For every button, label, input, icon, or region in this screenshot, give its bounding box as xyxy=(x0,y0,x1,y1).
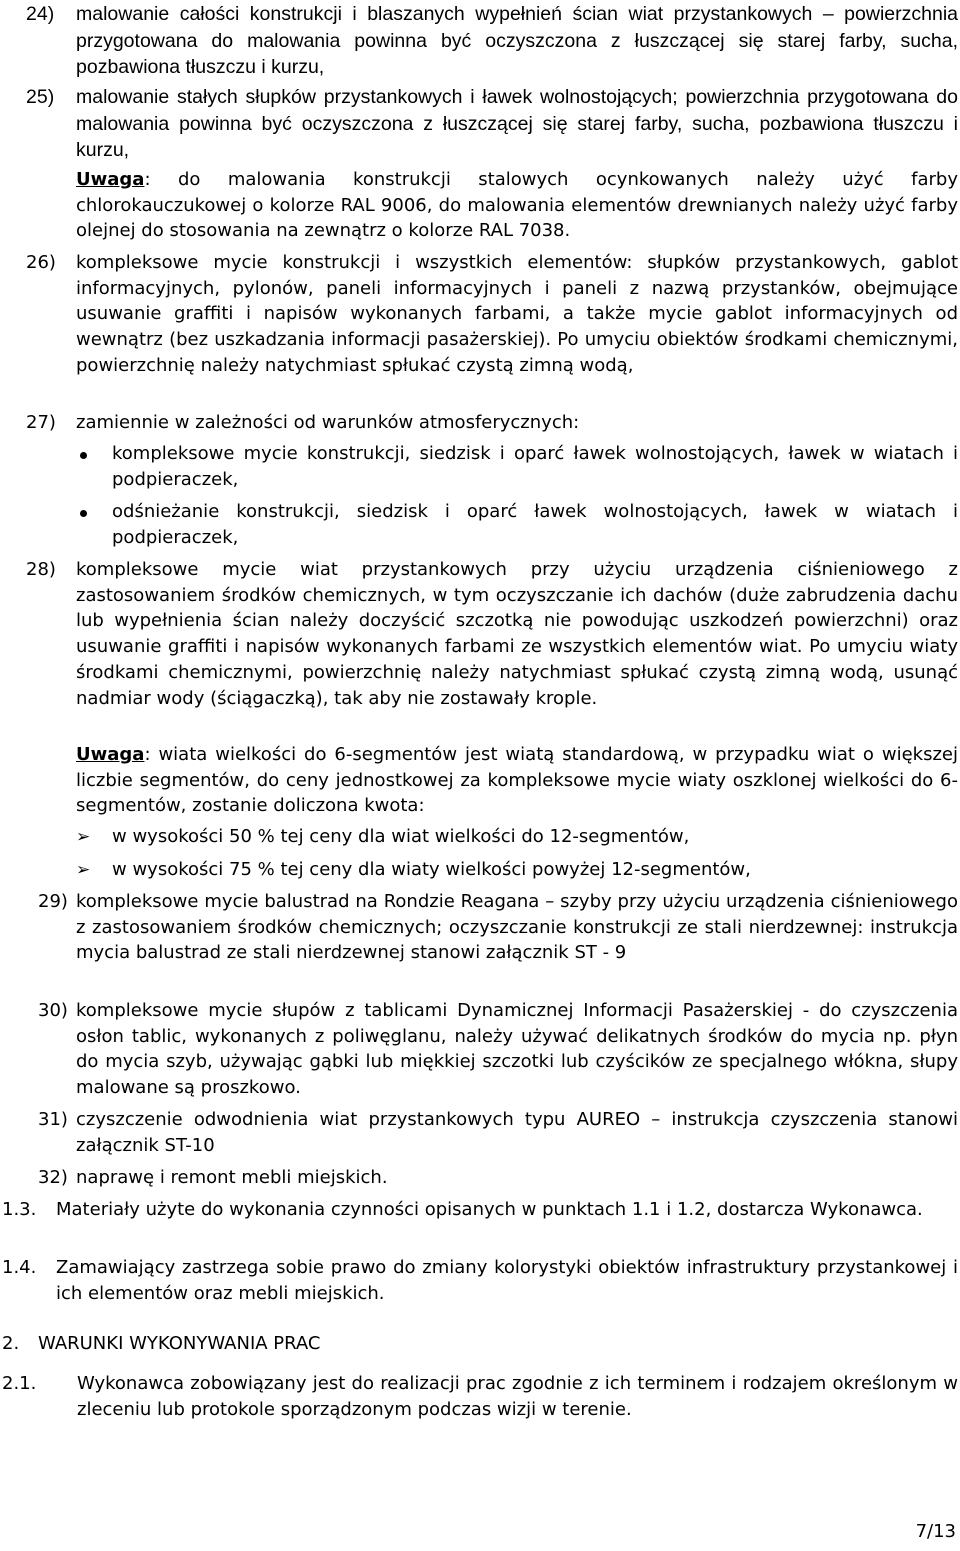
arrow-bullet-icon: ➢ xyxy=(76,827,91,847)
list-item-29 xyxy=(26,889,958,966)
list-item-25 xyxy=(26,84,958,164)
list-item-26 xyxy=(26,250,958,379)
arrow-bullet-item xyxy=(76,824,958,850)
section-heading-2 xyxy=(0,1331,958,1357)
section-text: Materiały użyte do wykonania czynności opisanych w punktach 1.1 i 1.2, dostarcza Wykonawca. xyxy=(56,1199,923,1220)
section-2-1 xyxy=(0,1371,958,1422)
item-number: 25) xyxy=(26,86,55,108)
item-number: 27) xyxy=(26,412,56,433)
bullet-item xyxy=(76,499,958,550)
item-number: 24) xyxy=(26,3,55,25)
note-text: : do malowania konstrukcji stalowych ocynkowanych należy użyć farby chlorokauczukowej o kolorze RAL 9006, do malowania elementów drewnianych należy użyć farby olejnej do stosowania na zewnątrz o kolorze RAL 7038. xyxy=(76,169,958,242)
item-number: 28) xyxy=(26,559,56,580)
note-paragraph xyxy=(76,167,958,244)
item-text: kompleksowe mycie konstrukcji i wszystkich elementów: słupków przystankowych, gablot informacyjnych, pylonów, paneli informacyjnych i paneli z nazwą przystanków, obejmujące usuwanie graffiti i napisów wykonanych farbami, a także mycie gablot informacyjnych od wewnątrz (bez uszkadzania informacji pasażerskiej). Po umyciu obiektów środkami chemicznymi, powierzchnię należy natychmiast spłukać czystą zimną wodą, xyxy=(76,252,958,376)
bullet-text: w wysokości 75 % tej ceny dla wiaty wielkości powyżej 12-segmentów, xyxy=(112,859,751,880)
section-1-4 xyxy=(0,1255,958,1306)
note-label: Uwaga xyxy=(76,169,145,190)
arrow-bullet-icon: ➢ xyxy=(76,860,91,880)
bullet-item xyxy=(76,441,958,492)
section-number: 2. xyxy=(2,1333,20,1354)
item-number: 32) xyxy=(38,1167,68,1188)
page-number: 7/13 xyxy=(915,1521,956,1542)
item-text: kompleksowe mycie balustrad na Rondzie Reagana – szyby przy użyciu urządzenia ciśnieniowego z zastosowaniem środków chemicznych; oczyszczanie konstrukcji ze stali nierdzewnej: instrukcja mycia balustrad ze stali nierdzewnej stanowi załącznik ST - 9 xyxy=(76,891,958,964)
bullet-text: kompleksowe mycie konstrukcji, siedzisk i oparć ławek wolnostojących, ławek w wiatach i podpieraczek, xyxy=(112,443,958,490)
section-number: 2.1. xyxy=(2,1373,37,1394)
bullet-dot-icon xyxy=(80,510,87,517)
list-item-30 xyxy=(26,998,958,1101)
item-number: 31) xyxy=(38,1109,68,1130)
note-label: Uwaga xyxy=(76,744,145,765)
item-text: kompleksowe mycie słupów z tablicami Dynamicznej Informacji Pasażerskiej - do czyszczenia osłon tablic, wykonanych z poliwęglanu, należy używać delikatnych środków do mycia np. płyn do mycia szyb, używając gąbki lub miękkiej szczotki lub czyścików ze specjalnego włókna, słupy malowane są proszkowo. xyxy=(76,1000,958,1099)
item-number: 30) xyxy=(38,1000,68,1021)
section-1-3 xyxy=(0,1197,958,1223)
item-text: malowanie stałych słupków przystankowych i ławek wolnostojących; powierzchnia przygotowana do malowania powinna być oczyszczona z łuszczącej się starej farby, sucha, pozbawiona tłuszczu i kurzu, xyxy=(76,86,958,161)
note-text: : wiata wielkości do 6-segmentów jest wiatą standardową, w przypadku wiat o większej liczbie segmentów, do ceny jednostkowej za kompleksowe mycie wiaty oszklonej wielkości do 6-segmentów, zostanie doliczona kwota: xyxy=(76,744,958,817)
bullet-dot-icon xyxy=(80,452,87,459)
section-title: WARUNKI WYKONYWANIA PRAC xyxy=(38,1333,321,1354)
item-text: kompleksowe mycie wiat przystankowych przy użyciu urządzenia ciśnieniowego z zastosowaniem środków chemicznych, w tym oczyszczanie ich dachów (duże zabrudzenia dachu lub wypełnienia ścian należy doczyścić szczotką nie powodując uszkodzeń powierzchni) oraz usuwanie graffiti i napisów wykonanych farbami ze wszystkich elementów wiat. Po umyciu wiaty środkami chemicznymi, powierzchnię należy natychmiast spłukać czystą zimną wodą, usunąć nadmiar wody (ściągaczką), tak aby nie zostawały krople. xyxy=(76,559,958,709)
section-text: Zamawiający zastrzega sobie prawo do zmiany kolorystyki obiektów infrastruktury przystankowej i ich elementów oraz mebli miejskich. xyxy=(56,1257,958,1304)
item-number: 29) xyxy=(38,891,68,912)
list-item-32 xyxy=(26,1165,958,1191)
section-number: 1.3. xyxy=(2,1199,37,1220)
bullet-text: w wysokości 50 % tej ceny dla wiat wielkości do 12-segmentów, xyxy=(112,826,690,847)
section-text: Wykonawca zobowiązany jest do realizacji prac zgodnie z ich terminem i rodzajem określonym w zleceniu lub protokole sporządzonym podczas wizji w terenie. xyxy=(77,1373,958,1420)
section-number: 1.4. xyxy=(2,1257,37,1278)
item-text: malowanie całości konstrukcji i blaszanych wypełnień ścian wiat przystankowych – powierzchnia przygotowana do malowania powinna być oczyszczona z łuszczącej się starej farby, sucha, pozbawiona tłuszczu i kurzu, xyxy=(76,3,958,78)
item-text: naprawę i remont mebli miejskich. xyxy=(76,1167,388,1188)
note-paragraph xyxy=(76,742,958,819)
item-text: zamiennie w zależności od warunków atmosferycznych: xyxy=(76,412,580,433)
list-item-28 xyxy=(26,557,958,711)
list-item-31 xyxy=(26,1107,958,1158)
item-number: 26) xyxy=(26,252,56,273)
list-item-24 xyxy=(26,1,958,81)
item-text: czyszczenie odwodnienia wiat przystankowych typu AUREO – instrukcja czyszczenia stanowi załącznik ST-10 xyxy=(76,1109,958,1156)
list-item-27 xyxy=(26,410,958,436)
bullet-text: odśnieżanie konstrukcji, siedzisk i oparć ławek wolnostojących, ławek w wiatach i podpieraczek, xyxy=(112,501,958,548)
arrow-bullet-item xyxy=(76,857,958,883)
